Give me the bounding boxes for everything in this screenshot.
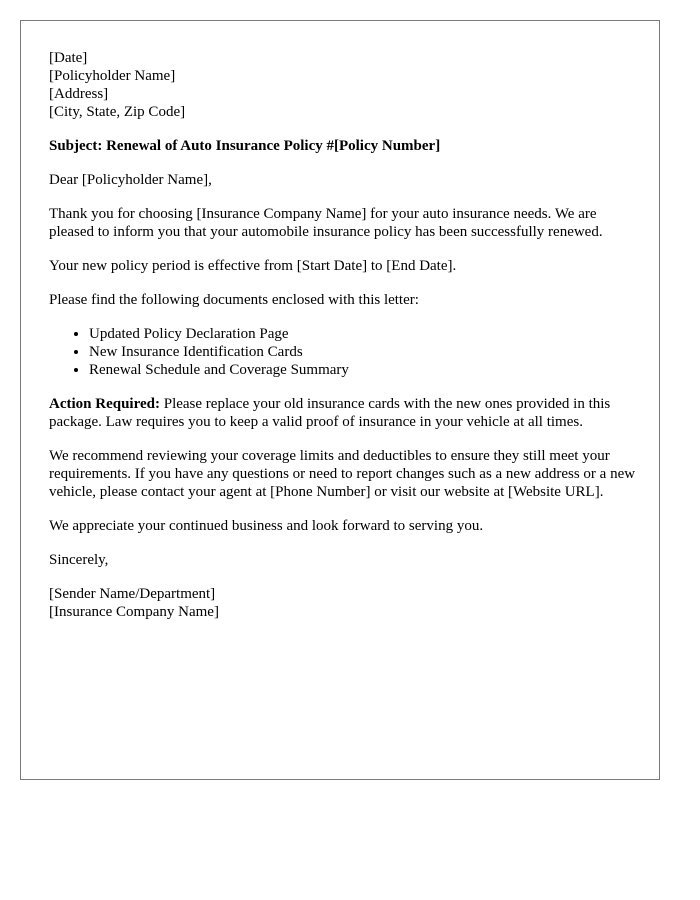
letter-subject: Subject: Renewal of Auto Insurance Policy #[Policy Number] bbox=[49, 138, 441, 154]
appreciation-paragraph: We appreciate your continued business and look forward to serving you. bbox=[49, 518, 484, 534]
company-name: [Insurance Company Name] bbox=[49, 604, 219, 620]
letter-content bbox=[49, 49, 639, 621]
signature-block bbox=[49, 585, 639, 621]
policy-period-paragraph: Your new policy period is effective from [Start Date] to [End Date]. bbox=[49, 258, 457, 274]
action-required-label: Action Required: bbox=[49, 396, 160, 412]
list-item: • Renewal Schedule and Coverage Summary bbox=[89, 361, 639, 379]
intro-paragraph: Thank you for choosing [Insurance Company Name] for your auto insurance needs. We are pleased to inform you that your automobile insurance policy has been successfully renewed. bbox=[49, 206, 603, 240]
policyholder-name: [Policyholder Name] bbox=[49, 68, 176, 84]
sender-name: [Sender Name/Department] bbox=[49, 586, 216, 602]
action-required-text: Please replace your old insurance cards with the new ones provided in this package. Law requires you to keep a valid proof of insurance in your vehicle at all times. bbox=[49, 396, 611, 430]
recipient-city-state-zip: [City, State, Zip Code] bbox=[49, 104, 186, 120]
list-item: • Updated Policy Declaration Page bbox=[89, 325, 639, 343]
closing: Sincerely, bbox=[49, 552, 109, 568]
action-required-paragraph bbox=[49, 395, 639, 431]
letter-date: [Date] bbox=[49, 50, 88, 66]
recommendation-paragraph: We recommend reviewing your coverage limits and deductibles to ensure they still meet your requirements. If you have any questions or need to report changes such as a new address or a new vehicle, please contact your agent at [Phone Number] or visit our website at [Website URL]. bbox=[49, 448, 636, 500]
list-item: • New Insurance Identification Cards bbox=[89, 343, 639, 361]
recipient-address: [Address] bbox=[49, 86, 109, 102]
letter-page bbox=[20, 20, 660, 780]
enclosed-documents-list bbox=[49, 325, 639, 379]
salutation: Dear [Policyholder Name], bbox=[49, 172, 212, 188]
recipient-address-block bbox=[49, 49, 639, 121]
documents-intro-paragraph: Please find the following documents enclosed with this letter: bbox=[49, 292, 419, 308]
